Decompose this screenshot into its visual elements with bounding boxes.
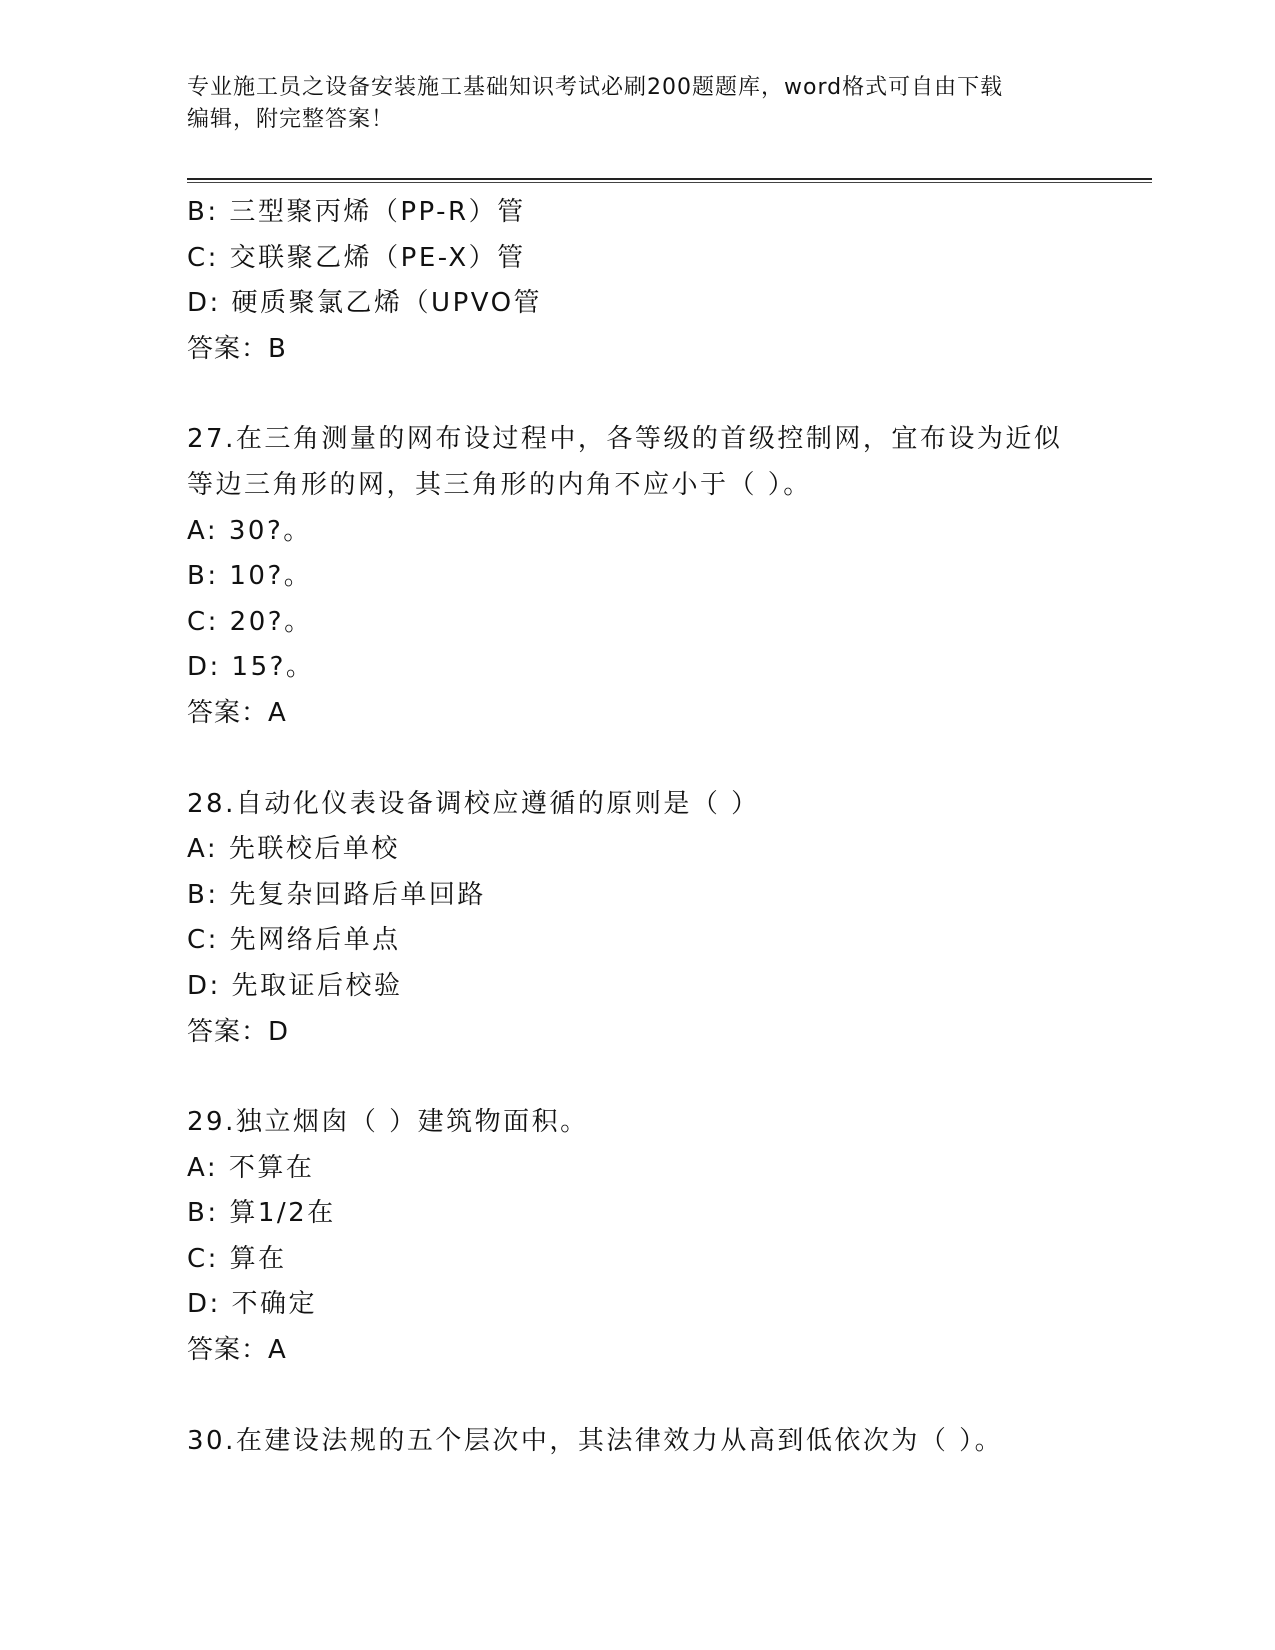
question-stem: 27.在三角测量的网布设过程中，各等级的首级控制网，宜布设为近似: [187, 424, 1063, 455]
spacer: [187, 737, 1087, 782]
option-a: A: 先联校后单校: [187, 834, 400, 865]
option-d: D: 15?。: [187, 652, 315, 683]
question-stem: 28.自动化仪表设备调校应遵循的原则是（ ）: [187, 788, 760, 819]
option-c: C: 算在: [187, 1243, 287, 1274]
spacer: [187, 1055, 1087, 1100]
question-stem-continued: 等边三角形的网，其三角形的内角不应小于（ ）。: [187, 469, 812, 500]
option-b: B: 算1/2在: [187, 1198, 336, 1229]
question-27: [187, 417, 1087, 736]
question-list: [187, 190, 1087, 1464]
answer: 答案：A: [187, 697, 287, 728]
header-line-1: 专业施工员之设备安装施工基础知识考试必刷200题题库，word格式可自由下载: [187, 75, 1004, 100]
header-line-2: 编辑，附完整答案！: [187, 107, 395, 132]
option-d: D: 硬质聚氯乙烯（UPVO管: [187, 288, 543, 319]
question-26-tail: [187, 190, 1087, 372]
spacer: [187, 1374, 1087, 1419]
question-stem: 30.在建设法规的五个层次中，其法律效力从高到低依次为（ ）。: [187, 1425, 1004, 1456]
option-a: A: 不算在: [187, 1152, 315, 1183]
option-c: C: 先网络后单点: [187, 925, 401, 956]
question-stem: 29.独立烟囱（ ）建筑物面积。: [187, 1107, 589, 1138]
question-28: [187, 782, 1087, 1056]
answer: 答案：B: [187, 333, 287, 364]
document-header: [187, 72, 1067, 136]
spacer: [187, 372, 1087, 417]
header-divider-thin: [187, 182, 1152, 183]
option-a: A: 30?。: [187, 515, 312, 546]
option-b: B: 先复杂回路后单回路: [187, 879, 486, 910]
option-d: D: 先取证后校验: [187, 970, 403, 1001]
answer: 答案：A: [187, 1335, 287, 1366]
option-b: B: 三型聚丙烯（PP-R）管: [187, 197, 526, 227]
header-divider-thick: [187, 178, 1152, 180]
question-29: [187, 1100, 1087, 1374]
option-c: C: 交联聚乙烯（PE-X）管: [187, 242, 526, 273]
question-30: [187, 1419, 1087, 1465]
option-c: C: 20?。: [187, 606, 313, 637]
answer: 答案：D: [187, 1016, 290, 1047]
option-b: B: 10?。: [187, 561, 313, 592]
option-d: D: 不确定: [187, 1289, 318, 1320]
